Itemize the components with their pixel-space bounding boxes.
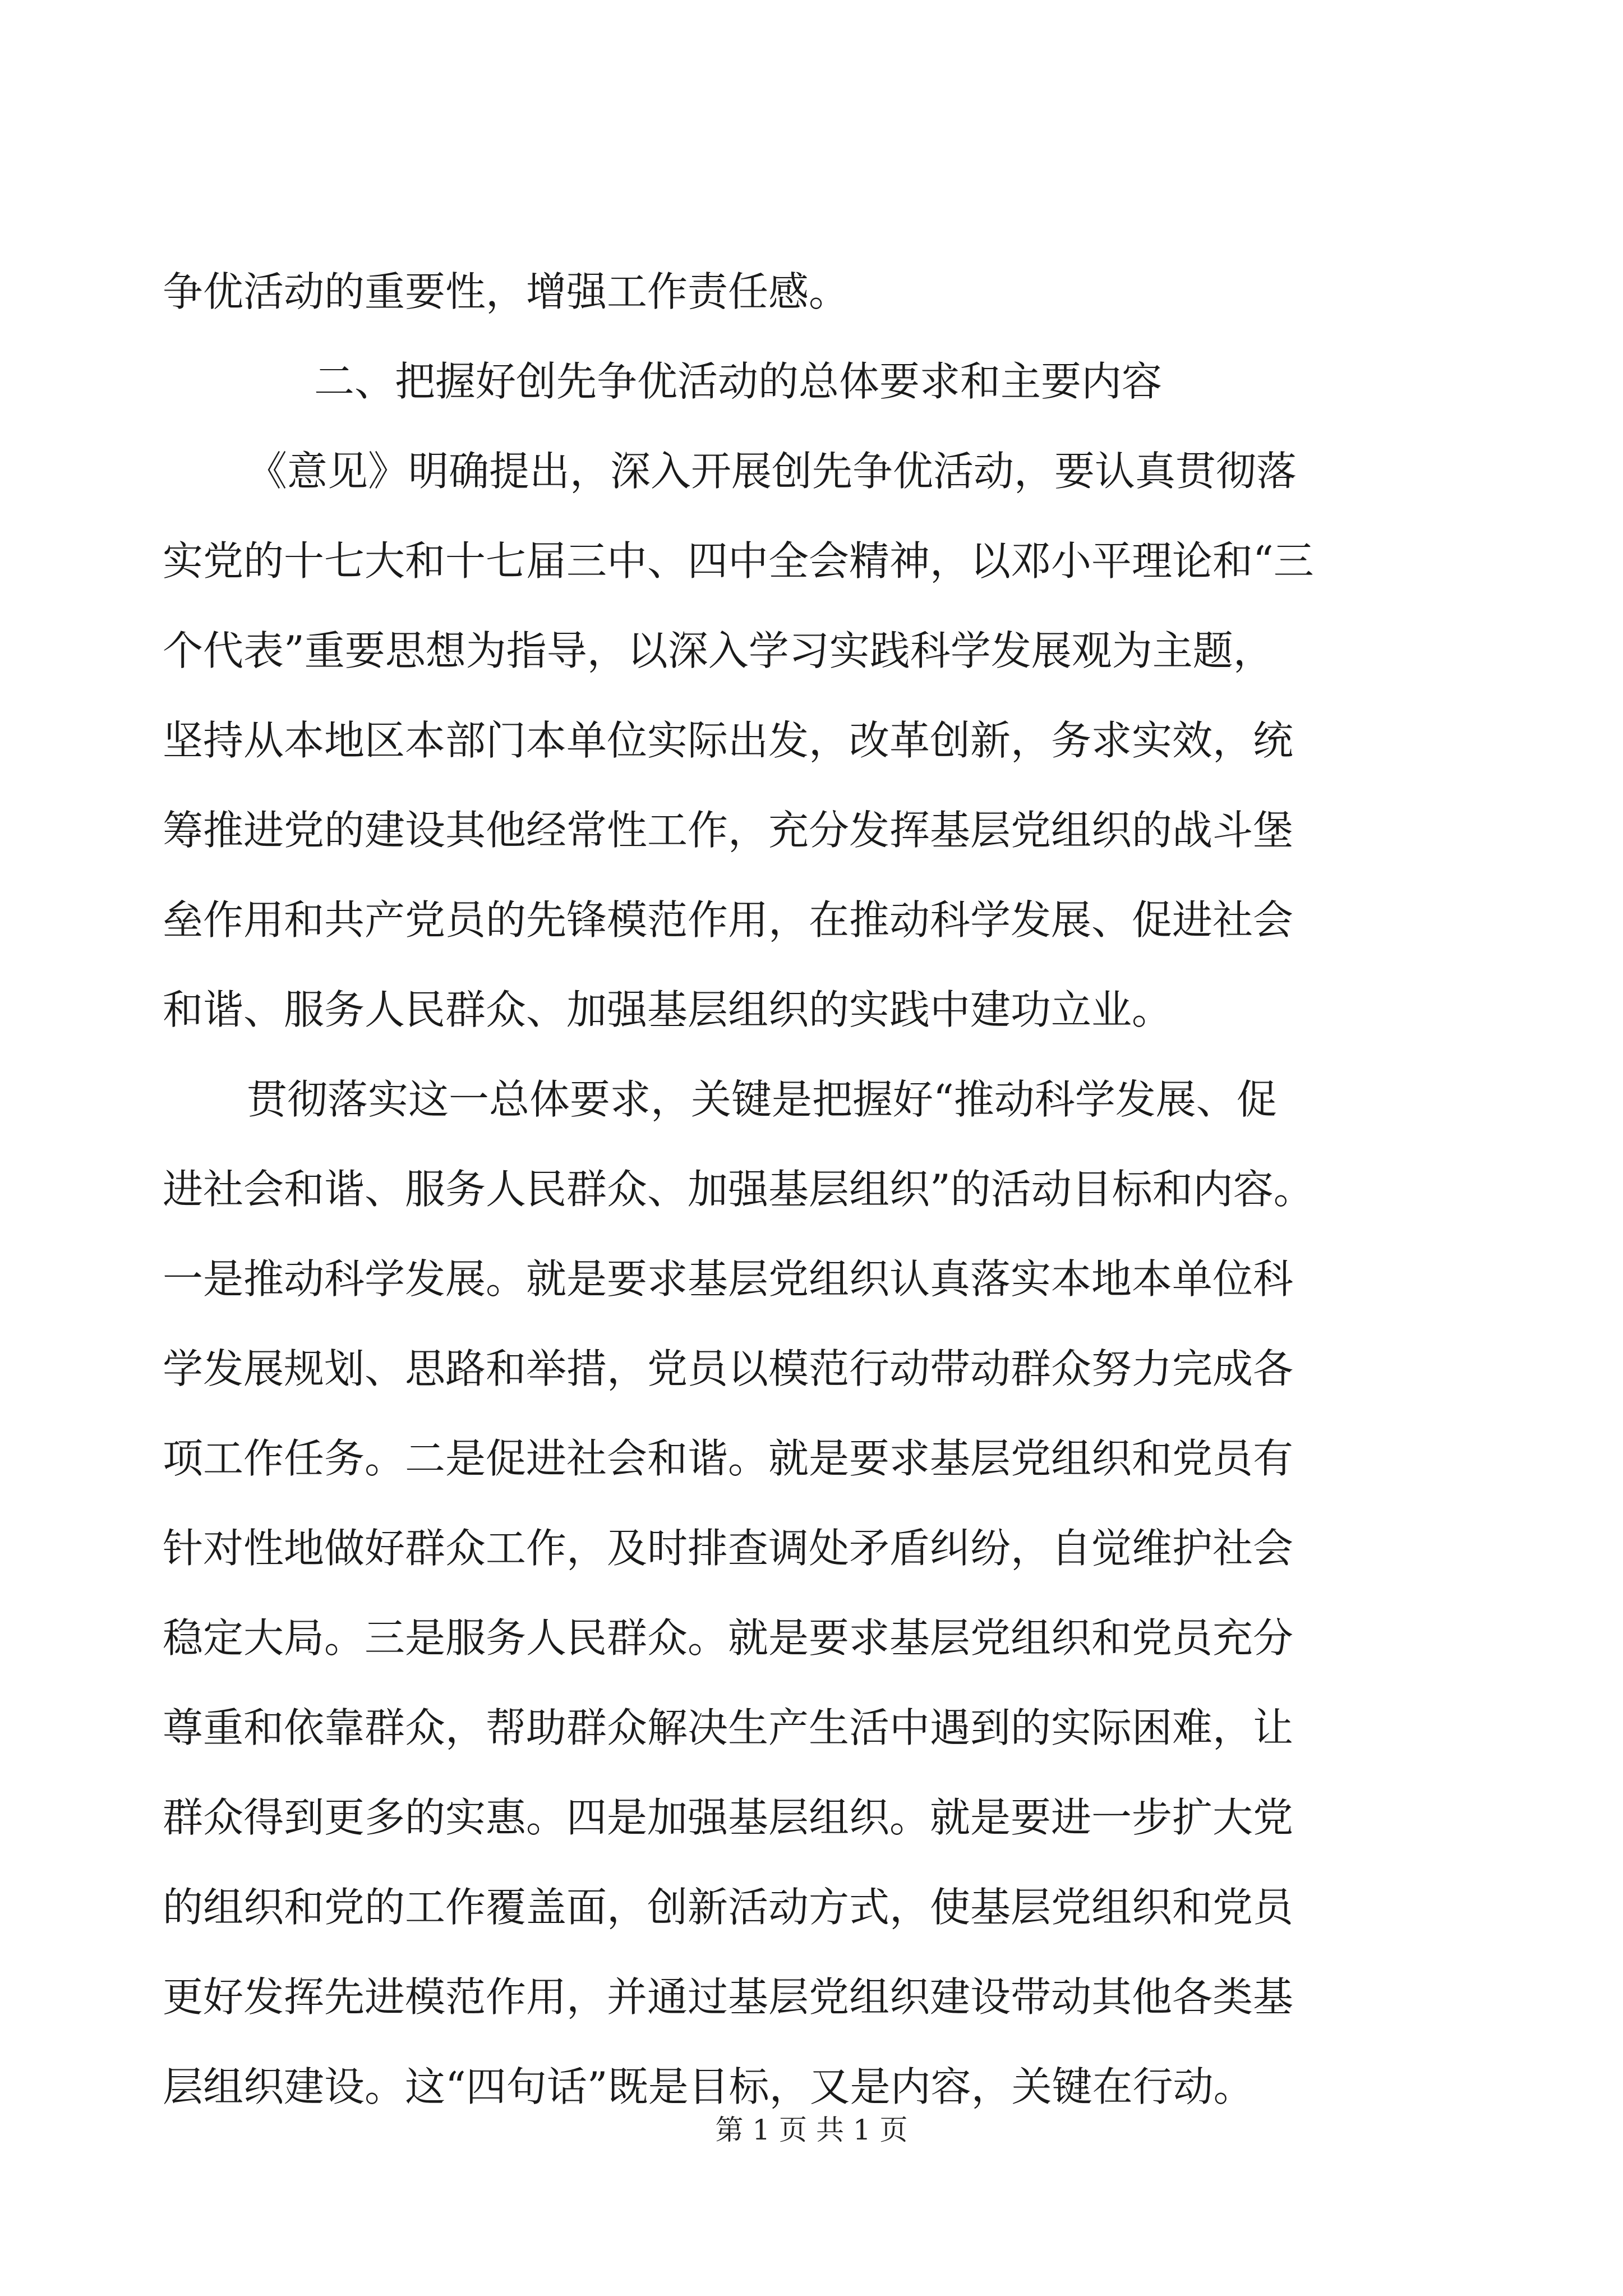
page-number-footer: 第 1 页 共 1 页: [715, 2114, 908, 2146]
body-line: 稳定大局。三是服务人民群众。就是要求基层党组织和党员充分: [163, 1614, 1294, 1662]
body-line: 贯彻落实这一总体要求，关键是把握好“推动科学发展、促: [247, 1076, 1277, 1123]
body-line: 垒作用和共产党员的先锋模范作用，在推动科学发展、促进社会: [163, 896, 1294, 944]
body-line: 和谐、服务人民群众、加强基层组织的实践中建功立业。: [163, 986, 1173, 1033]
body-line: 坚持从本地区本部门本单位实际出发，改革创新，务求实效，统: [163, 717, 1294, 764]
body-line: 群众得到更多的实惠。四是加强基层组织。就是要进一步扩大党: [163, 1794, 1294, 1841]
body-line: 学发展规划、思路和举措，党员以模范行动带动群众努力完成各: [163, 1345, 1294, 1392]
body-line: 项工作任务。二是促进社会和谐。就是要求基层党组织和党员有: [163, 1435, 1294, 1482]
body-line: 尊重和依靠群众，帮助群众解决生产生活中遇到的实际困难，让: [163, 1704, 1294, 1751]
body-line: 争优活动的重要性，增强工作责任感。: [163, 268, 850, 315]
body-line: 更好发挥先进模范作用，并通过基层党组织建设带动其他各类基: [163, 1973, 1294, 2021]
section-heading: 二、把握好创先争优活动的总体要求和主要内容: [314, 358, 1163, 405]
body-line: 的组织和党的工作覆盖面，创新活动方式，使基层党组织和党员: [163, 1884, 1294, 1931]
body-line: 筹推进党的建设其他经常性工作，充分发挥基层党组织的战斗堡: [163, 807, 1294, 854]
body-line: 针对性地做好群众工作，及时排查调处矛盾纠纷，自觉维护社会: [163, 1525, 1294, 1572]
body-line: 实党的十七大和十七届三中、四中全会精神，以邓小平理论和“三: [163, 537, 1314, 585]
body-line: 《意见》明确提出，深入开展创先争优活动，要认真贯彻落: [247, 448, 1297, 495]
body-line: 一是推动科学发展。就是要求基层党组织认真落实本地本单位科: [163, 1255, 1294, 1303]
body-line: 层组织建设。这“四句话”既是目标，又是内容，关键在行动。: [163, 2063, 1254, 2110]
body-line: 个代表”重要思想为指导，以深入学习实践科学发展观为主题，: [163, 627, 1274, 674]
body-line: 进社会和谐、服务人民群众、加强基层组织”的活动目标和内容。: [163, 1166, 1314, 1213]
